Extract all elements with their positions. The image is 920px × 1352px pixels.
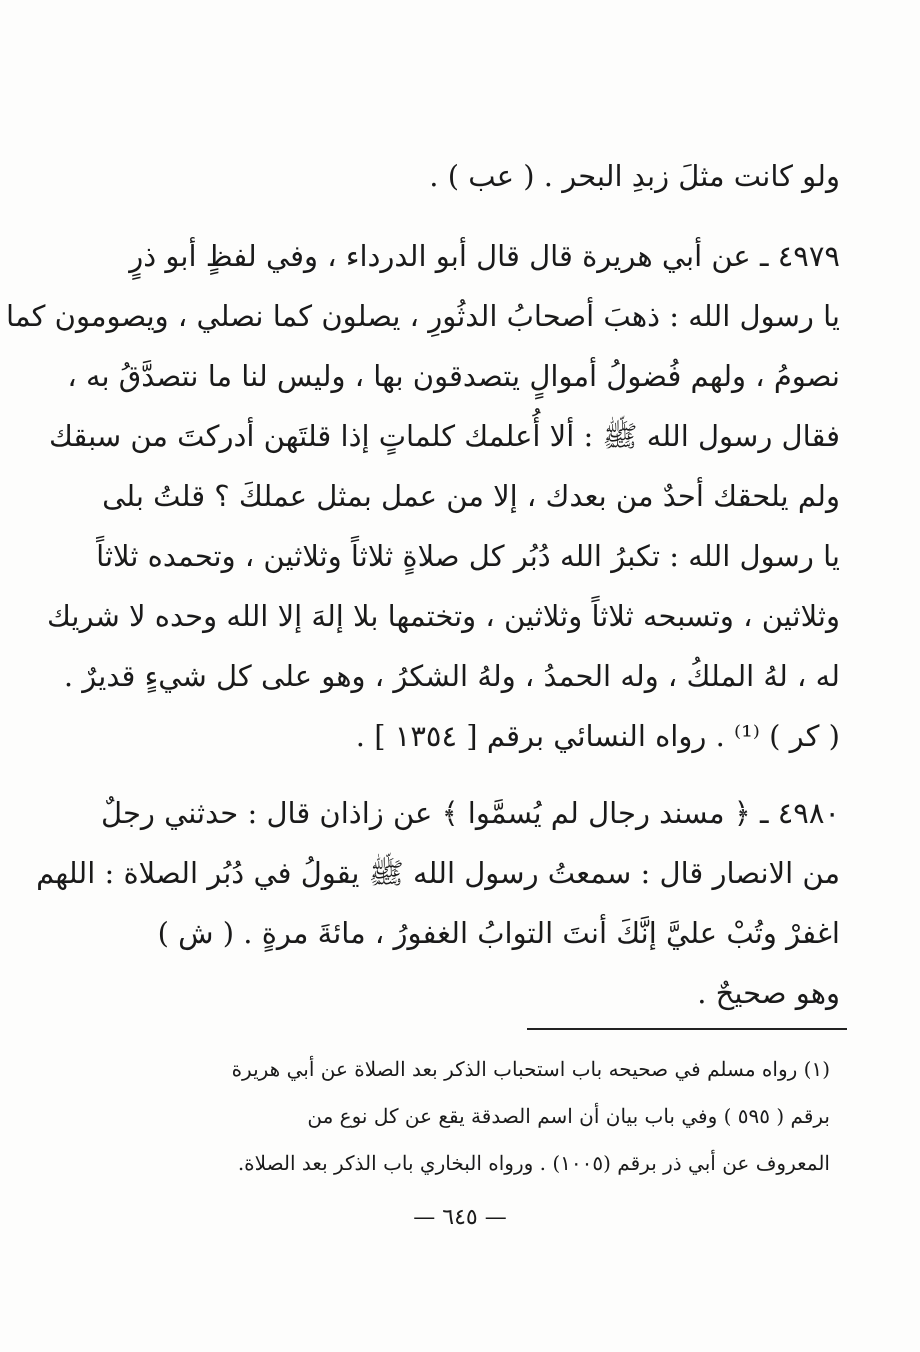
paragraph-continuation: [128, 146, 840, 206]
hadith-4980: [36, 783, 840, 1023]
page-number: — ٦٤٥ —: [413, 1205, 507, 1230]
text-line: ولو كانت مثلَ زبدِ البحر . ( عب ) .: [429, 159, 840, 193]
footnote-line: المعروف عن أبي ذر برقم (١٠٠٥) . ورواه البخاري باب الذكر بعد الصلاة.: [237, 1151, 830, 1175]
text-line: ٤٩٨٠ ـ ﴿ مسند رجال لم يُسمَّوا ﴾ عن زاذان قال : حدثني رجلٌ: [100, 796, 840, 830]
text-line: فقال رسول الله ﷺ : ألا أُعلمك كلماتٍ إذا قلتَهن أدركتَ من سبقك: [48, 419, 840, 453]
text-line: ( كر ) ⁽¹⁾ . رواه النسائي برقم [ ١٣٥٤ ] .: [355, 719, 840, 753]
footnote-line: برقم ( ٥٩٥ ) وفي باب بيان أن اسم الصدقة يقع عن كل نوع من: [307, 1104, 830, 1128]
text-line: اغفرْ وتُبْ عليَّ إنَّكَ أنتَ التوابُ الغفورُ ، مائةَ مرةٍ . ( ش ): [157, 916, 840, 950]
text-line: نصومُ ، ولهم فُضولُ أموالٍ يتصدقون بها ، وليس لنا ما نتصدَّقُ به ،: [67, 359, 840, 393]
text-line: ٤٩٧٩ ـ عن أبي هريرة قال قال أبو الدرداء ، وفي لفظٍ أبو ذرٍ: [129, 239, 840, 273]
text-line: وهو صحيحٌ .: [697, 976, 840, 1010]
text-line: ولم يلحقك أحدٌ من بعدك ، إلا من عمل بمثل عملكَ ؟ قلتُ بلى: [102, 479, 840, 513]
footnotes: [140, 1046, 830, 1187]
text-line: يا رسول الله : ذهبَ أصحابُ الدثُورِ ، يصلون كما نصلي ، ويصومون كما: [6, 299, 840, 333]
footnote-line: (١) رواه مسلم في صحيحه باب استحباب الذكر بعد الصلاة عن أبي هريرة: [231, 1057, 830, 1081]
text-line: وثلاثين ، وتسبحه ثلاثاً وثلاثين ، وتختمها بلا إلهَ إلا الله وحده لا شريك: [46, 599, 840, 633]
text-line: له ، لهُ الملكُ ، وله الحمدُ ، ولهُ الشكرُ ، وهو على كل شيءٍ قديرٌ .: [63, 659, 840, 693]
text-line: يا رسول الله : تكبرُ الله دُبُر كل صلاةٍ ثلاثاً وثلاثين ، وتحمده ثلاثاً: [96, 539, 840, 573]
footnote-divider: [527, 1028, 847, 1030]
hadith-4979: [6, 226, 840, 766]
text-line: من الانصار قال : سمعتُ رسول الله ﷺ يقولُ في دُبُر الصلاة : اللهم: [36, 856, 840, 890]
